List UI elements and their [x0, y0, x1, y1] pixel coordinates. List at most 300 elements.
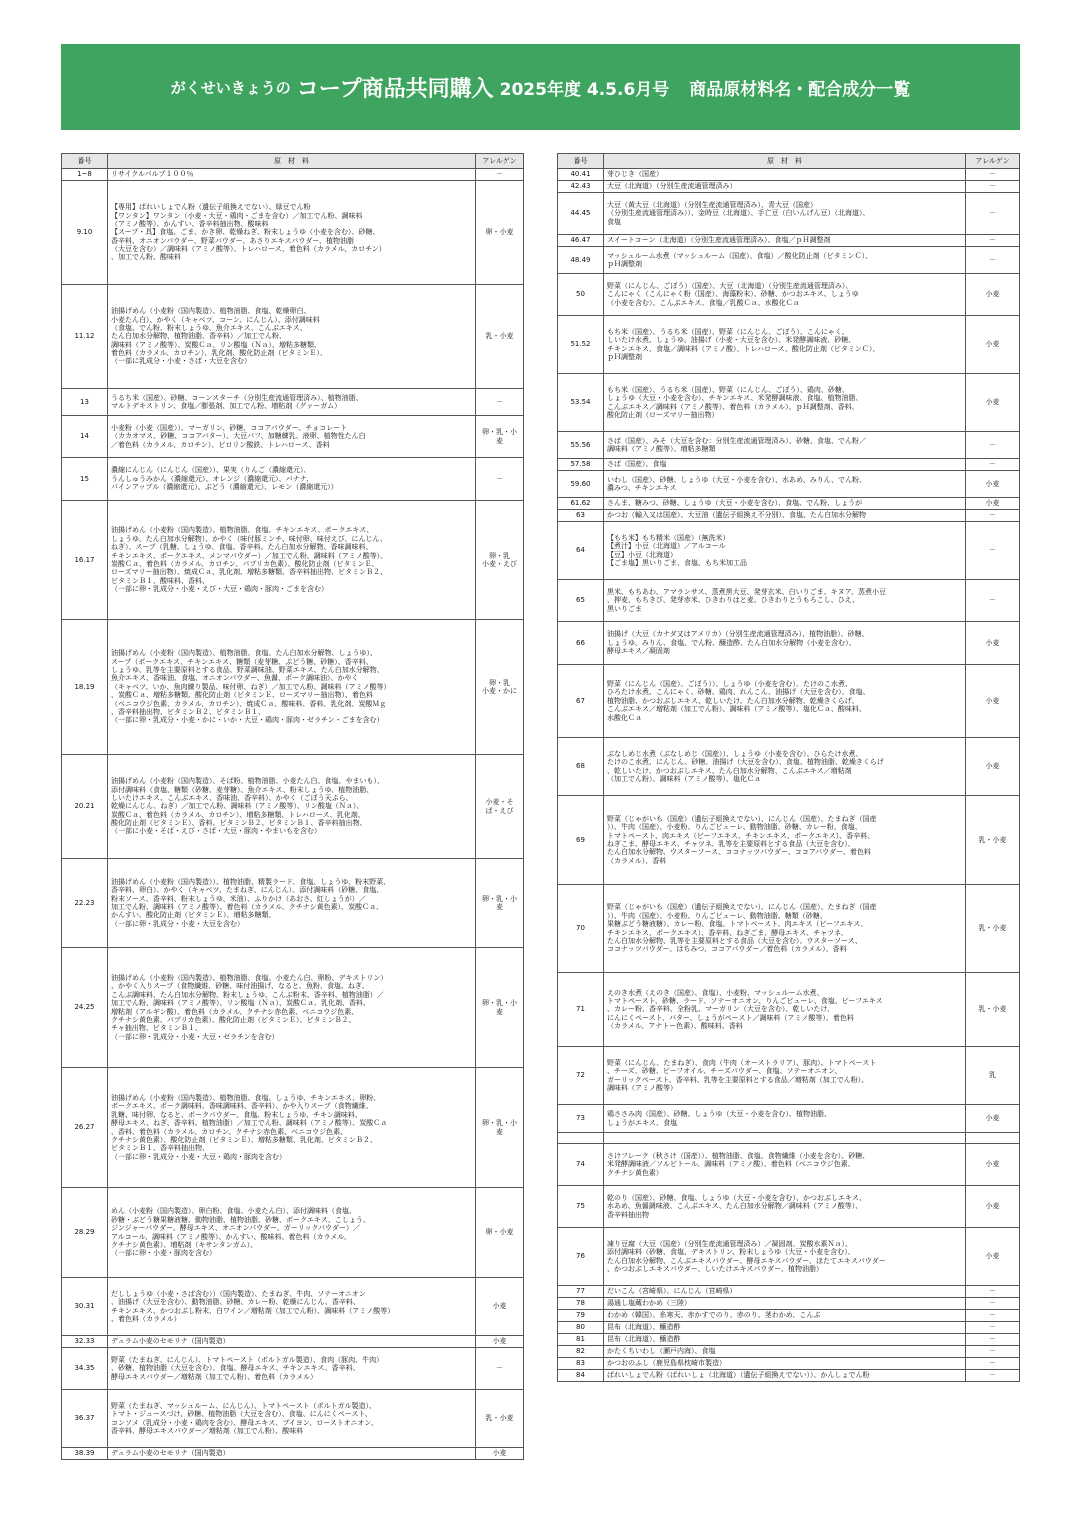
ingredient-line: 濃みつ、チキンエキス	[607, 484, 677, 492]
table-row	[558, 374, 1020, 432]
ingredient-line: 、乾しいたけ、かつおぶしエキス、たん白加水分解物、こんぶエキス／増粘剤	[607, 766, 852, 775]
table-row	[558, 738, 1020, 796]
table-row	[62, 416, 524, 458]
item-number: 59.60	[558, 471, 604, 498]
ingredient-line: （小麦を含む）、こんぶエキス、食塩／乳酸Ｃａ、水酸化Ｃａ	[607, 298, 800, 307]
item-number: 15	[62, 458, 108, 501]
item-number: 36.37	[62, 1390, 108, 1448]
ingredient-line: 油揚げめん（小麦粉（国内製造）、そば粉、植物油脂、小麦たん白、食塩、やまいも）、	[111, 777, 384, 786]
item-number: 63	[558, 510, 604, 522]
item-number: 66	[558, 622, 604, 665]
item-ingredients	[108, 1390, 476, 1448]
item-ingredients	[604, 471, 966, 498]
page-subtitle: 商品原材料名・配合成分一覧	[689, 79, 911, 100]
table-row	[558, 1358, 1020, 1370]
item-ingredients	[604, 522, 966, 580]
item-allergen: 小麦	[966, 665, 1020, 738]
header-material: 原 材 料	[108, 154, 476, 169]
item-ingredients	[604, 1105, 966, 1133]
table-row	[62, 948, 524, 1068]
ingredient-line: 着色料（カラメル、カロチン）、乳化剤、酸化防止剤（ビタミンＥ）、	[111, 349, 327, 358]
ingredient-line: （大豆を含む）／調味料（アミノ酸等）、トレハロース、着色料（カラメル、カロチン）	[111, 245, 386, 254]
ingredient-line: 【スープ・具】食塩、ごま、かき卵、乾燥ねぎ、粉末しょうゆ（小麦を含む）、砂糖、	[111, 228, 380, 237]
table-row	[558, 1322, 1020, 1334]
page-title: コープ商品共同購入	[296, 76, 494, 102]
ingredient-line: しょうゆ、みりん、食塩、でん粉、醸造酢、たん白加水分解物（小麦を含む）、	[607, 638, 856, 647]
table-row	[558, 796, 1020, 885]
ingredient-line: 【もち米】もち精米（国産）（無洗米）	[607, 533, 730, 542]
item-number: 1~8	[62, 169, 108, 181]
item-ingredients	[604, 665, 966, 738]
item-allergen: －	[966, 510, 1020, 522]
item-ingredients	[604, 510, 966, 522]
item-number: 32.33	[62, 1336, 108, 1348]
item-number: 18.19	[62, 620, 108, 755]
table-row	[558, 1047, 1020, 1105]
ingredient-line: 【ごま塩】黒いりごま、食塩、もち米加工品	[607, 558, 747, 567]
table-row	[558, 1186, 1020, 1228]
header-material: 原 材 料	[604, 154, 966, 169]
item-number: 70	[558, 885, 604, 973]
ingredient-line: かつおのふし（鹿児島県枕崎市製造）	[607, 1359, 726, 1368]
item-number: 44.45	[558, 193, 604, 235]
item-ingredients	[108, 501, 476, 620]
item-allergen: 小麦	[966, 622, 1020, 665]
item-ingredients	[604, 235, 966, 247]
item-ingredients	[604, 1370, 966, 1382]
ingredient-line: マッシュルーム水煮（マッシュルーム（国産）、食塩）／酸化防止剤（ビタミンＣ）、	[607, 251, 873, 260]
ingredient-line: （キャベツ、いか、魚肉練り製品、味付卵、ねぎ）／加工でん粉、調味料（アミノ酸等）	[111, 682, 391, 691]
ingredient-line: （一部に卵・乳成分・小麦・かに・いか・大豆・鶏肉・豚肉・ゼラチン・ごまを含む）	[111, 716, 384, 725]
table-row	[62, 389, 524, 416]
item-allergen: 小麦	[476, 1448, 524, 1460]
item-allergen: 乳・小麦	[966, 796, 1020, 885]
table-row	[558, 1310, 1020, 1322]
ingredient-line: 魚介エキス、香味油、食塩、オニオンパウダー、魚醤、ポーク調味油）、かやく	[111, 674, 359, 683]
ingredient-line: 炭酸Ｃａ、着色料（カラメル、カロチン）、増粘多糖類、トレハロース、乳化剤、	[111, 810, 365, 819]
ingredient-line: めん（小麦粉（国内製造）、卵白粉、食塩、小麦たん白）、添付調味料（食塩、	[111, 1207, 356, 1216]
ingredient-line: にんにくペースト、バター、しょうがペースト／調味料（アミノ酸等）、着色料	[607, 1013, 854, 1022]
ingredient-line: 乾燥にんじん、ねぎ）／加工でん粉、調味料（アミノ酸等）、リン酸塩（Ｎａ）、	[111, 802, 364, 811]
ingredient-line: 乳糖、味付卵、なると、ポークパウダー、食塩、粉末しょうゆ、チキン調味料、	[111, 1110, 362, 1119]
item-number: 65	[558, 580, 604, 622]
item-allergen: －	[966, 459, 1020, 471]
item-allergen: －	[966, 235, 1020, 247]
ingredient-line: 水酸化Ｃａ	[607, 713, 642, 722]
ingredient-line: こんぶ調味料、たん白加水分解物、粉末しょうゆ、こんぶ粉末、香辛料、植物油脂）／	[111, 990, 384, 999]
ingredient-line: ビタミンＢ１、香辛料抽出物、	[111, 1144, 209, 1153]
ingredient-line: 、香辛料抽出物、ビタミンＢ２、ビタミンＢ１、	[111, 707, 265, 716]
ingredient-line: 湯通し塩蔵わかめ（三陸）	[607, 1299, 691, 1308]
item-number: 42.43	[558, 181, 604, 193]
item-number: 9.10	[62, 181, 108, 285]
table-row	[558, 510, 1020, 522]
table-row	[558, 181, 1020, 193]
item-ingredients	[604, 1133, 966, 1144]
ingredient-line: 【ワンタン】ワンタン（小麦・大豆・鶏肉・ごまを含む）／加工でん粉、調味料	[111, 211, 363, 220]
item-allergen: 小麦	[966, 738, 1020, 796]
item-ingredients	[108, 948, 476, 1068]
table-row	[62, 1348, 524, 1390]
item-ingredients	[604, 432, 966, 459]
ingredient-line: いわし（国産）、砂糖、しょうゆ（大豆・小麦を含む）、水あめ、みりん、でん粉、	[607, 475, 867, 484]
header-allergen: アレルゲン	[476, 154, 524, 169]
item-allergen: 卵・乳 小麦・かに	[476, 620, 524, 755]
ingredient-line: クチナシ黄色素）、増粘剤（キサンタンガム）、	[111, 1240, 258, 1249]
ingredient-line: コンソメ（乳成分・小麦・鶏肉を含む）、酵母エキス、ブイヨン、ローストオニオン、	[111, 1418, 378, 1427]
ingredient-line: 添付調味料（食塩、糖類（砂糖、麦芽糖）、魚介エキス、粉末しょうゆ、植物油脂、	[111, 785, 374, 794]
ingredient-line: チキンエキス、ポークエキス）、香辛料、ねぎごま、酵母エキス、チャツネ、	[607, 928, 848, 937]
table-row	[558, 1133, 1020, 1144]
item-allergen: 小麦	[966, 374, 1020, 432]
item-allergen: －	[966, 432, 1020, 459]
ingredient-line: 酵母エキス、ねぎ、香辛料、植物油脂）／加工でん粉、調味料（アミノ酸等）、炭酸Ｃａ	[111, 1119, 388, 1128]
item-number: 26.27	[62, 1068, 108, 1188]
ingredient-line: トマトペースト、砂糖、ラード、ソテーオニオン、りんごピューレ、食塩、ビーフエキス	[607, 996, 883, 1005]
item-ingredients	[108, 620, 476, 755]
item-allergen: －	[966, 1334, 1020, 1346]
item-number: 14	[62, 416, 108, 458]
item-number: 76	[558, 1228, 604, 1286]
table-row	[558, 1298, 1020, 1310]
ingredient-line: ／着色料（カラメル、カロチン）、ピロリン酸鉄、トレハロース、香料	[111, 440, 330, 449]
item-number: 82	[558, 1346, 604, 1358]
ingredient-line: 食塩	[607, 217, 621, 226]
ingredient-line: しいたけエキス、こんぶエキス、香味油、香辛料）、かやく（ごぼう天ぷら、	[111, 793, 353, 802]
ingredient-line: 油揚げめん（小麦粉（国内製造）、植物油脂、食塩、乾燥卵白、	[111, 307, 311, 316]
ingredient-line: （一部に卵・乳成分・小麦・大豆を含む）	[111, 919, 244, 928]
ingredient-line: （アミノ酸等）、かんすい、香辛料抽出物、酸味料	[111, 219, 269, 228]
ingredient-line: （分別生産流通管理済み））、金時豆（北海道）、手亡豆（白いんげん豆）（北海道）、	[607, 209, 870, 218]
item-ingredients	[108, 169, 476, 181]
ingredient-line: 、カレー粉、香辛料、全粉乳、マーガリン（大豆を含む）、乾しいたけ、	[607, 1005, 835, 1014]
table-row	[558, 580, 1020, 622]
item-number: 73	[558, 1105, 604, 1133]
ingredient-line: 野菜（にんじん、ごぼう）（国産）、大豆（北海道）（分別生産流通管理済み）、	[607, 281, 853, 290]
table-row	[558, 274, 1020, 316]
item-ingredients	[604, 1358, 966, 1370]
item-ingredients	[108, 859, 476, 948]
item-allergen: 小麦	[966, 1228, 1020, 1286]
ingredient-line: 【豆】小豆（北海道）	[607, 550, 677, 559]
table-row	[558, 471, 1020, 498]
ingredient-line: 小麦たん白）、かやく（キャベツ、コーン、にんじん）、添付調味料	[111, 315, 320, 324]
ingredient-line: （一部に卵・乳成分・小麦・大豆・ゼラチンを含む）	[111, 1032, 279, 1041]
table-row	[558, 885, 1020, 973]
ingredient-line: 小麦粉（小麦（国産））、マーガリン、砂糖、ココアパウダー、チョコレート	[111, 423, 348, 432]
ingredient-line: （加工でん粉）、調味料（アミノ酸等）、塩化Ｃａ	[607, 774, 761, 783]
item-number: 20.21	[62, 755, 108, 859]
item-ingredients	[604, 622, 966, 665]
ingredient-line: たん白加水分解物、こんぶエキスパウダー、酵母エキスパウダー、ほたてエキスパウダー	[607, 1256, 886, 1265]
ingredient-line: 濃縮にんじん（にんじん（国産））、果実（りんご（濃縮還元）、	[111, 466, 311, 475]
ingredient-line: 香辛料、オニオンパウダー、野菜パウダー、あさりエキスパウダー、植物油脂	[111, 236, 355, 245]
item-ingredients	[604, 181, 966, 193]
ingredient-line: 、加工でん粉、酸味料	[111, 253, 181, 262]
ingredient-line: かんすい、酸化防止剤（ビタミンＥ）、増粘多糖類、	[111, 911, 276, 920]
item-allergen	[966, 1133, 1020, 1144]
item-allergen: －	[966, 1346, 1020, 1358]
table-row	[558, 622, 1020, 665]
item-allergen: －	[966, 1370, 1020, 1382]
item-ingredients	[108, 458, 476, 501]
item-ingredients	[108, 1188, 476, 1278]
table-row	[62, 1390, 524, 1448]
ingredient-line: 米発酵調味液／ソルビトール、調味料（アミノ酸）、着色料（ベニコウジ色素、	[607, 1160, 855, 1169]
item-allergen: 小麦	[966, 1186, 1020, 1228]
item-allergen: －	[966, 1298, 1020, 1310]
item-allergen: 乳・小麦	[966, 885, 1020, 973]
ingredient-line: ポークエキス、ポーク調味料、香味調味料、香辛料）、かや入りスープ（食物繊維、	[111, 1102, 373, 1111]
item-allergen: 卵・小麦	[476, 181, 524, 285]
item-number: 75	[558, 1186, 604, 1228]
header-allergen: アレルゲン	[966, 154, 1020, 169]
ingredient-line: ガーリックペースト、香辛料、乳等を主要原料とする食品／増粘剤（加工でん粉）、	[607, 1075, 869, 1084]
ingredient-line: （一部に小麦・そば・えび・さば・大豆・豚肉・やまいもを含む）	[111, 827, 321, 836]
issue-label: 2025年度 4.5.6月号	[499, 79, 670, 100]
item-number: 67	[558, 665, 604, 738]
item-ingredients	[604, 247, 966, 274]
item-ingredients	[108, 389, 476, 416]
item-allergen: 乳・小麦	[476, 1390, 524, 1448]
item-number: 57.58	[558, 459, 604, 471]
item-number: 77	[558, 1286, 604, 1298]
item-allergen: －	[966, 1286, 1020, 1298]
item-ingredients	[604, 1298, 966, 1310]
ingredients-table-right	[557, 153, 1020, 1382]
ingredient-line: チキンエキス、かつおぶし粉末、白ワイン／増粘剤（加工でん粉）、調味料（アミノ酸等）	[111, 1306, 395, 1315]
ingredient-line: 昆布（北海道）、醸造酢	[607, 1323, 681, 1332]
ingredient-line: ジンジャーパウダー、酵母エキス、オニオンパウダー、ガーリックパウダー）／	[111, 1224, 360, 1233]
ingredient-line: だいこん（宮崎県）、にんじん（宮崎県）	[607, 1287, 737, 1296]
table-row	[558, 1228, 1020, 1286]
item-allergen: 小麦	[476, 1278, 524, 1336]
item-number: 11.12	[62, 285, 108, 389]
item-ingredients	[604, 1047, 966, 1105]
ingredient-line: ビタミンＢ１、酸味料、香料、	[111, 576, 209, 585]
item-ingredients	[108, 285, 476, 389]
ingredient-line: 野菜（たまねぎ、にんじん）、トマトペースト（ポルトガル製造）、食肉（豚肉、牛肉）	[111, 1355, 384, 1364]
table-row	[62, 1278, 524, 1336]
table-row	[558, 235, 1020, 247]
ingredient-line: 調味料（アミノ酸等）	[607, 1083, 677, 1092]
table-row	[558, 459, 1020, 471]
item-allergen: －	[476, 389, 524, 416]
item-allergen: －	[966, 181, 1020, 193]
ingredient-line: 、押麦、もちきび、発芽赤米、ひきわりはと麦、ひきわりとうもろこし、ひえ、	[607, 596, 860, 605]
item-allergen: 小麦・そば・えび	[476, 755, 524, 859]
ingredient-line: しょうゆ、乳等を主要原料とする食品、野菜調味油、野菜エキス、たん白加水分解物、	[111, 666, 384, 675]
table-row	[558, 1286, 1020, 1298]
ingredient-line: ｐＨ調整剤	[607, 260, 642, 268]
item-allergen: －	[476, 458, 524, 501]
item-number: 55.56	[558, 432, 604, 459]
item-number: 69	[558, 796, 604, 885]
ingredient-line: 油揚げめん（小麦粉（国内製造）、植物油脂、食塩、小麦たん白、卵粉、デキストリン）	[111, 973, 388, 982]
item-number: 78	[558, 1298, 604, 1310]
table-row	[558, 665, 1020, 738]
ingredient-line: スイートコーン（北海道）（分別生産流通管理済み）、食塩／ｐＨ調整剤	[607, 236, 831, 245]
ingredient-line: （食塩、でん粉、粉末しょうゆ、魚介エキス、こんぶエキス、	[111, 323, 307, 332]
ingredient-line: うるち米（国産）、砂糖、コーンスターチ（分別生産流通管理済み）、植物油脂、	[111, 393, 363, 402]
ingredient-line: ばれいしょでん粉（ばれいしょ（北海道）（遺伝子組換えでない））、かんしょでん粉	[607, 1371, 870, 1380]
ingredient-line: デュラム小麦のセモリナ（国内製造）	[111, 1337, 230, 1346]
item-ingredients	[604, 1310, 966, 1322]
table-row	[558, 169, 1020, 181]
item-allergen: 小麦	[476, 1336, 524, 1348]
ingredient-line: 大豆（北海道）（分別生産流通管理済み）	[607, 182, 737, 191]
ingredient-line: ココナッツパウダー、はちみつ、ココアパウダー／着色料（カラメル）、香料	[607, 945, 847, 954]
ingredient-line: だししょうゆ（小麦・さば含む））（国内製造）、たまねぎ、牛肉、ソテーオニオン	[111, 1289, 366, 1298]
ingredient-line: 、着色料（カラメル）	[111, 1314, 181, 1323]
ingredient-line: （カラメル）、香料	[607, 856, 667, 865]
ingredient-line: 添付調味料（砂糖、食塩、デキストリン、粉末しょうゆ（大豆・小麦を含む）、	[607, 1248, 855, 1257]
ingredient-line: 黒いりごま	[607, 604, 642, 613]
item-number: 71	[558, 973, 604, 1047]
table-row	[558, 1105, 1020, 1133]
item-allergen: －	[966, 1322, 1020, 1334]
ingredient-line: かたくちいわし（瀬戸内海）、食塩	[607, 1347, 716, 1356]
ingredient-line: しいたけ水煮、しょうゆ、油揚げ（小麦・大豆を含む）、米発酵調味液、砂糖、	[607, 336, 856, 345]
item-number: 48.49	[558, 247, 604, 274]
item-allergen: 卵・乳 小麦・えび	[476, 501, 524, 620]
item-ingredients	[604, 580, 966, 622]
item-number: 24.25	[62, 948, 108, 1068]
item-allergen: 小麦	[966, 1105, 1020, 1133]
ingredient-line: ぶなしめじ水煮（ぶなしめじ（国産））、しょうゆ（小麦を含む）、ひらたけ水煮、	[607, 749, 863, 758]
ingredient-line: （一部に乳成分・小麦・さば・大豆を含む）	[111, 357, 251, 366]
item-number: 81	[558, 1334, 604, 1346]
ingredient-line: 植物油脂、かつおぶしエキス、乾しいたけ、たん白加水分解物、乾燥きくらげ、	[607, 696, 859, 705]
item-ingredients	[604, 796, 966, 885]
ingredient-line: リサイクルパルプ１００％	[111, 170, 194, 179]
ingredient-line: 、香料、着色料（カラメル、カロチン、クチナシ赤色素、ベニコウジ色素、	[111, 1127, 348, 1136]
ingredient-line: 凍り豆腐（大豆（国産）（分別生産流通管理済み）／凝固剤、炭酸水素Ｎａ）、	[607, 1239, 852, 1248]
ingredient-line: 油揚げ（大豆（カナダ又はアメリカ）（分別生産流通管理済み）、植物油脂）、砂糖、	[607, 630, 869, 639]
ingredient-line: 増粘剤（アルギン酸）、着色料（カラメル、クチナシ赤色素、ベニコウジ色素、	[111, 1007, 359, 1016]
item-ingredients	[108, 1348, 476, 1390]
ingredient-line: しょうがエキス、食塩	[607, 1118, 678, 1127]
ingredient-line: トマト・ジュースづけ、砂糖、植物油脂（大豆を含む）、食塩、にんにくペースト、	[111, 1410, 372, 1419]
ingredient-line: 野菜（じゃがいも（国産）（遺伝子組換えでない）、にんじん（国産）、たまねぎ（国産	[607, 903, 877, 912]
item-allergen: －	[966, 1358, 1020, 1370]
ingredient-line: うんしゅうみかん（濃縮還元）、オレンジ（濃縮還元）、バナナ、	[111, 474, 314, 483]
table-row	[62, 458, 524, 501]
ingredient-line: 酵母エキス／凝固剤	[607, 647, 670, 656]
item-number	[558, 1133, 604, 1144]
item-ingredients	[604, 1228, 966, 1286]
item-number: 64	[558, 522, 604, 580]
ingredient-line: 、炭酸Ｃａ、増粘多糖類、酸化防止剤（ビタミンＥ、ローズマリー抽出物）、着色料	[111, 691, 374, 700]
item-allergen: 乳・小麦	[966, 973, 1020, 1047]
ingredient-line: マルトデキストリン、食塩／膨張剤、加工でん粉、増粘剤（グァーガム）	[111, 402, 342, 410]
item-number: 16.17	[62, 501, 108, 620]
ingredient-line: チキンエキス、ポークエキス、メンマパウダー）／加工でん粉、調味料（アミノ酸等）、	[111, 551, 388, 560]
ingredient-line: 野菜（じゃがいも（国産）（遺伝子組換えでない）、にんじん（国産）、たまねぎ（国産	[607, 814, 877, 823]
table-header-row	[558, 154, 1020, 169]
ingredient-line: しょうゆ（大豆・小麦を含む）、チキンエキス、米発酵調味液、食塩、植物油脂、	[607, 394, 863, 403]
ingredient-line: さば（国産）、みそ（大豆を含む：分別生産流通管理済み）、砂糖、食塩、でん粉／	[607, 436, 866, 445]
ingredient-line: たん白加水分解物、乳等を主要原料とする食品（大豆を含む）、ウスターソース、	[607, 936, 862, 945]
item-ingredients	[604, 1322, 966, 1334]
table-row	[558, 1334, 1020, 1346]
item-allergen: 卵・乳・小麦	[476, 1068, 524, 1188]
ingredient-line: クチナシ黄色素）	[607, 1168, 663, 1177]
item-ingredients	[604, 885, 966, 973]
ingredient-line: 芽ひじき（国産）	[607, 170, 663, 179]
ingredient-line: 油揚げめん（小麦粉（国内製造）、植物油脂、食塩、チキンエキス、ポークエキス、	[111, 526, 374, 535]
table-row	[62, 169, 524, 181]
ingredient-line: ひろたけ水煮、こんにゃく、砂糖、鶏肉、れんこん、油揚げ（大豆を含む）、食塩、	[607, 688, 870, 697]
ingredient-line: 粉末ソース、香辛料、粉末しょうゆ、米油）、ふりかけ（あおさ、紅しょうが）／	[111, 894, 366, 903]
ingredient-line: 、かやく入りスープ（食物繊維、砂糖、味付油揚げ、なると、魚粉、食塩、ねぎ、	[111, 982, 369, 991]
item-number: 61.62	[558, 498, 604, 510]
item-ingredients	[604, 1144, 966, 1186]
ingredient-line: ねぎこま、酵母エキス、チャツネ、乳等を主要原料とする食品（大豆を含む）、	[607, 840, 855, 848]
ingredient-line: クチナシ黄色素、パプリカ色素）、酸化防止剤（ビタミンＥ）、ビタミンＢ２、	[111, 1015, 356, 1024]
table-row	[62, 1448, 524, 1460]
ingredient-line: さば（国産）、食塩	[607, 460, 667, 469]
ingredient-line: たけのこ水煮、にんじん、砂糖、油揚げ（大豆を含む）、食塩、植物油脂、乾燥きくらげ	[607, 758, 884, 767]
ingredient-line: （一部に卵・乳成分・小麦・大豆・鶏肉・豚肉を含む）	[111, 1152, 286, 1161]
ingredient-line: パインアップル（濃縮還元）、ぶどう（濃縮還元）、レモン（濃縮還元））	[111, 483, 338, 492]
table-row	[62, 1336, 524, 1348]
table-row	[558, 522, 1020, 580]
ingredient-line: ））、牛肉（国産）、小麦粉、りんごピューレ、動物油脂、砂糖、カレー粉、食塩、	[607, 823, 862, 832]
table-row	[558, 1370, 1020, 1382]
ingredient-line: 果糖ぶどう糖液糖）、カレー粉、食塩、トマトペースト、肉エキス（ビーフエキス、	[607, 920, 868, 929]
item-allergen: 小麦	[966, 498, 1020, 510]
ingredient-line: （一部に卵・乳成分・小麦・えび・大豆・鶏肉・豚肉・ごまを含む）	[111, 585, 328, 594]
ingredient-line: 酸化防止剤（ビタミンＥ）、香料、ビタミンＢ２、ビタミンＢ１、香辛料抽出物、	[111, 819, 367, 828]
ingredient-line: 【専用】ばれいしょでん粉（遺伝子組換えでない）、緑豆でん粉	[111, 203, 311, 212]
table-row	[62, 1068, 524, 1188]
item-ingredients	[108, 1336, 476, 1348]
ingredient-line: わかめ（韓国）、糸寒天、赤かすでのり、赤のり、茎わかめ、こんぶ	[607, 1311, 821, 1320]
item-number: 83	[558, 1358, 604, 1370]
table-row	[558, 432, 1020, 459]
ingredient-line: 酸化防止剤（ローズマリー抽出物）	[607, 410, 719, 419]
item-allergen: 乳・小麦	[476, 285, 524, 389]
ingredient-line: チキンエキス、食塩／調味料（アミノ酸）、トレハロース、酸化防止剤（ビタミンＣ）、	[607, 344, 880, 353]
item-allergen: －	[966, 1310, 1020, 1322]
ingredient-line: 油揚げめん（小麦粉（国内製造）、植物油脂、食塩、しょうゆ、チキンエキス、卵粉、	[111, 1093, 381, 1102]
item-number: 53.54	[558, 374, 604, 432]
ingredient-line: 酵母エキスパウダー／増粘剤（加工でん粉）、着色料（カラメル）	[111, 1372, 318, 1381]
ingredient-line: えのき水煮（えのき（国産）、食塩）、小麦粉、マッシュルーム水煮、	[607, 988, 824, 997]
item-allergen: 小麦	[966, 471, 1020, 498]
table-row	[62, 620, 524, 755]
ingredient-line: 香辛料抽出物	[607, 1210, 649, 1219]
item-allergen: －	[966, 580, 1020, 622]
ingredient-line: クチナシ黄色素）、酸化防止剤（ビタミンＥ）、増粘多糖類、乳化剤、ビタミンＢ２、	[111, 1135, 377, 1144]
item-ingredients	[108, 181, 476, 285]
ingredient-line: こんにゃく（こんにゃく粉（国産）、海藻粉末）、砂糖、かつおエキス、しょうゆ	[607, 290, 859, 299]
item-ingredients	[604, 169, 966, 181]
ingredient-line: 加工でん粉、調味料（アミノ酸等）、リン酸塩（Ｎａ）、炭酸Ｃａ、乳化剤、香料、	[111, 999, 370, 1008]
item-allergen: －	[476, 1348, 524, 1390]
ingredient-line: （カラメル、アナトー色素）、酸味料、香料	[607, 1022, 743, 1031]
ingredient-line: 鶏ささみ肉（国産）、砂糖、しょうゆ（大豆・小麦を含む）、植物油脂、	[607, 1110, 831, 1119]
item-ingredients	[604, 1346, 966, 1358]
item-ingredients	[108, 1448, 476, 1460]
item-ingredients	[604, 738, 966, 796]
item-allergen: －	[966, 169, 1020, 181]
item-number: 34.35	[62, 1348, 108, 1390]
item-ingredients	[108, 1278, 476, 1336]
item-number: 74	[558, 1144, 604, 1186]
ingredient-line: 、かつおぶしエキスパウダー、しいたけエキスパウダー、植物油脂）	[607, 1264, 824, 1273]
